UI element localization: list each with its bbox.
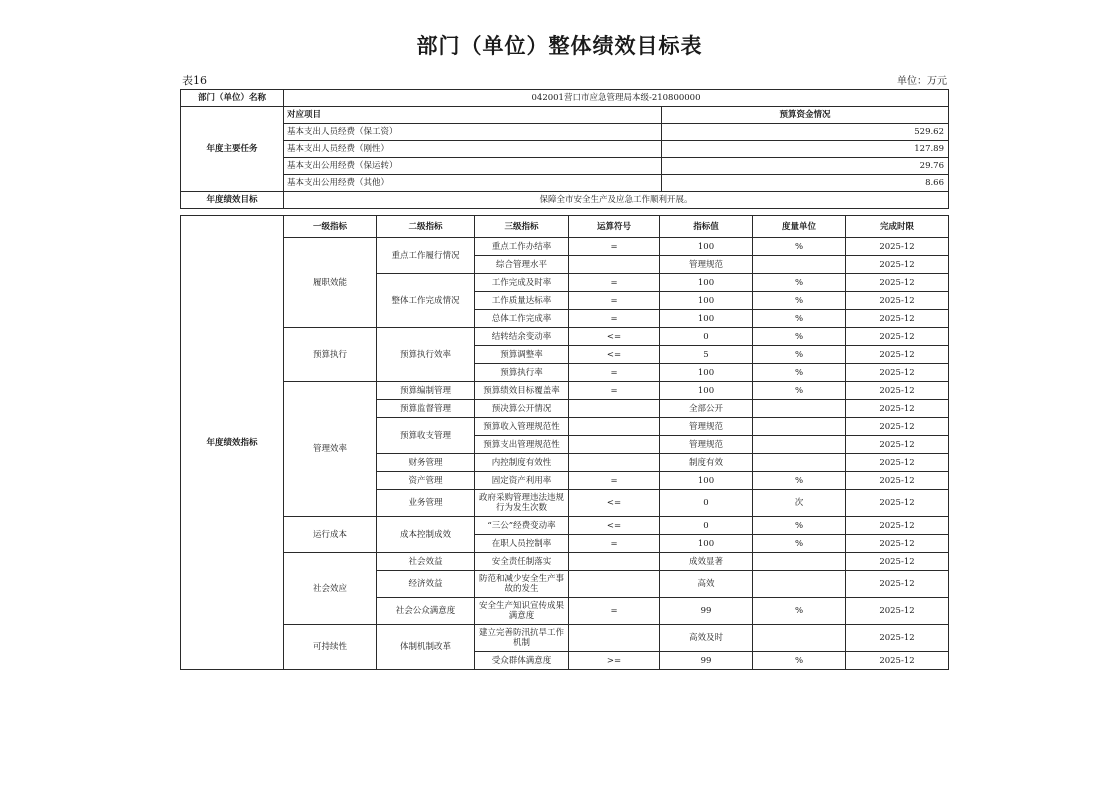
- task-row: [181, 158, 949, 175]
- goal-label: 年度绩效目标: [181, 192, 284, 209]
- header-operator: 运算符号: [569, 216, 660, 238]
- level3-indicator: 安全生产知识宣传成果满意度: [475, 598, 569, 625]
- operator-cell: <=: [569, 517, 660, 535]
- level2-indicator: 体制机制改革: [377, 625, 475, 670]
- target-value-cell: 100: [660, 274, 753, 292]
- operator-cell: <=: [569, 346, 660, 364]
- col-budget-header: 预算资金情况: [662, 107, 949, 124]
- operator-cell: [569, 454, 660, 472]
- level2-indicator: 预算执行效率: [377, 328, 475, 382]
- header-deadline: 完成时限: [846, 216, 949, 238]
- level2-indicator: 资产管理: [377, 472, 475, 490]
- task-name: 基本支出人员经费（保工资）: [284, 124, 662, 141]
- task-row: [181, 141, 949, 158]
- deadline-cell: 2025-12: [846, 472, 949, 490]
- target-value-cell: 100: [660, 535, 753, 553]
- deadline-cell: 2025-12: [846, 310, 949, 328]
- summary-table: [180, 89, 949, 209]
- unit-cell: %: [753, 238, 846, 256]
- target-value-cell: 100: [660, 382, 753, 400]
- level2-indicator: 经济效益: [377, 571, 475, 598]
- target-value-cell: 0: [660, 328, 753, 346]
- table-row: [181, 382, 949, 400]
- unit-cell: %: [753, 382, 846, 400]
- task-amount: 127.89: [662, 141, 949, 158]
- unit-cell: %: [753, 292, 846, 310]
- level3-indicator: 预算收入管理规范性: [475, 418, 569, 436]
- header-level2: 二级指标: [377, 216, 475, 238]
- dept-label: 部门（单位）名称: [181, 90, 284, 107]
- operator-cell: =: [569, 238, 660, 256]
- level3-indicator: 预决算公开情况: [475, 400, 569, 418]
- deadline-cell: 2025-12: [846, 652, 949, 670]
- level3-indicator: 内控制度有效性: [475, 454, 569, 472]
- unit-cell: [753, 571, 846, 598]
- deadline-cell: 2025-12: [846, 598, 949, 625]
- deadline-cell: 2025-12: [846, 553, 949, 571]
- header-level3: 三级指标: [475, 216, 569, 238]
- operator-cell: =: [569, 472, 660, 490]
- task-amount: 529.62: [662, 124, 949, 141]
- unit-cell: %: [753, 472, 846, 490]
- level1-indicator: 运行成本: [284, 517, 377, 553]
- operator-cell: >=: [569, 652, 660, 670]
- level2-indicator: 财务管理: [377, 454, 475, 472]
- deadline-cell: 2025-12: [846, 382, 949, 400]
- level1-indicator: 管理效率: [284, 382, 377, 517]
- deadline-cell: 2025-12: [846, 274, 949, 292]
- level3-indicator: 在职人员控制率: [475, 535, 569, 553]
- target-value-cell: 高效及时: [660, 625, 753, 652]
- level3-indicator: 总体工作完成率: [475, 310, 569, 328]
- indicator-header-row: [181, 216, 949, 238]
- level3-indicator: 固定资产利用率: [475, 472, 569, 490]
- unit-cell: %: [753, 346, 846, 364]
- target-value-cell: 全部公开: [660, 400, 753, 418]
- level3-indicator: 工作完成及时率: [475, 274, 569, 292]
- operator-cell: =: [569, 382, 660, 400]
- target-value-cell: 5: [660, 346, 753, 364]
- operator-cell: [569, 553, 660, 571]
- unit-cell: [753, 400, 846, 418]
- tasks-header-row: [181, 107, 949, 124]
- operator-cell: =: [569, 598, 660, 625]
- unit-cell: %: [753, 274, 846, 292]
- level2-indicator: 预算编制管理: [377, 382, 475, 400]
- header-target-value: 指标值: [660, 216, 753, 238]
- deadline-cell: 2025-12: [846, 571, 949, 598]
- unit-cell: [753, 256, 846, 274]
- operator-cell: [569, 418, 660, 436]
- task-name: 基本支出人员经费（刚性）: [284, 141, 662, 158]
- table-row: [181, 328, 949, 346]
- level3-indicator: 建立完善防汛抗旱工作机制: [475, 625, 569, 652]
- deadline-cell: 2025-12: [846, 535, 949, 553]
- level2-indicator: 成本控制成效: [377, 517, 475, 553]
- level1-indicator: 预算执行: [284, 328, 377, 382]
- deadline-cell: 2025-12: [846, 400, 949, 418]
- operator-cell: =: [569, 292, 660, 310]
- table-row: [181, 517, 949, 535]
- unit-cell: %: [753, 535, 846, 553]
- level3-indicator: 预算绩效目标覆盖率: [475, 382, 569, 400]
- deadline-cell: 2025-12: [846, 454, 949, 472]
- operator-cell: =: [569, 535, 660, 553]
- dept-row: [181, 90, 949, 107]
- table-row: [181, 625, 949, 652]
- task-name: 基本支出公用经费（保运转）: [284, 158, 662, 175]
- level1-indicator: 可持续性: [284, 625, 377, 670]
- target-value-cell: 制度有效: [660, 454, 753, 472]
- level2-indicator: 社会公众满意度: [377, 598, 475, 625]
- level3-indicator: “三公”经费变动率: [475, 517, 569, 535]
- operator-cell: [569, 436, 660, 454]
- unit-cell: [753, 625, 846, 652]
- operator-cell: <=: [569, 328, 660, 346]
- tasks-label: 年度主要任务: [181, 107, 284, 192]
- deadline-cell: 2025-12: [846, 256, 949, 274]
- operator-cell: [569, 400, 660, 418]
- unit-cell: %: [753, 517, 846, 535]
- level3-indicator: 政府采购管理违法违规行为发生次数: [475, 490, 569, 517]
- task-name: 基本支出公用经费（其他）: [284, 175, 662, 192]
- unit-cell: 次: [753, 490, 846, 517]
- indicator-table-body: [181, 216, 949, 670]
- target-value-cell: 100: [660, 472, 753, 490]
- target-value-cell: 99: [660, 598, 753, 625]
- operator-cell: =: [569, 274, 660, 292]
- level1-indicator: 履职效能: [284, 238, 377, 328]
- deadline-cell: 2025-12: [846, 238, 949, 256]
- operator-cell: <=: [569, 490, 660, 517]
- table-row: [181, 553, 949, 571]
- deadline-cell: 2025-12: [846, 418, 949, 436]
- operator-cell: =: [569, 364, 660, 382]
- level3-indicator: 预算支出管理规范性: [475, 436, 569, 454]
- target-value-cell: 99: [660, 652, 753, 670]
- unit-cell: [753, 454, 846, 472]
- level2-indicator: 社会效益: [377, 553, 475, 571]
- header-unit: 度量单位: [753, 216, 846, 238]
- summary-table-body: [181, 90, 949, 209]
- deadline-cell: 2025-12: [846, 490, 949, 517]
- target-value-cell: 100: [660, 364, 753, 382]
- task-row: [181, 175, 949, 192]
- task-row: [181, 124, 949, 141]
- level3-indicator: 重点工作办结率: [475, 238, 569, 256]
- level3-indicator: 受众群体满意度: [475, 652, 569, 670]
- target-value-cell: 管理规范: [660, 256, 753, 274]
- target-value-cell: 高效: [660, 571, 753, 598]
- level2-indicator: 预算收支管理: [377, 418, 475, 454]
- level2-indicator: 业务管理: [377, 490, 475, 517]
- level3-indicator: 工作质量达标率: [475, 292, 569, 310]
- deadline-cell: 2025-12: [846, 436, 949, 454]
- unit-cell: %: [753, 364, 846, 382]
- task-amount: 8.66: [662, 175, 949, 192]
- level3-indicator: 防范和减少安全生产事故的发生: [475, 571, 569, 598]
- level3-indicator: 结转结余变动率: [475, 328, 569, 346]
- level1-indicator: 社会效应: [284, 553, 377, 625]
- unit-cell: [753, 418, 846, 436]
- level3-indicator: 安全责任制落实: [475, 553, 569, 571]
- goal-value: 保障全市安全生产及应急工作顺利开展。: [284, 192, 949, 209]
- unit-cell: [753, 436, 846, 454]
- level2-indicator: 预算监督管理: [377, 400, 475, 418]
- target-value-cell: 100: [660, 292, 753, 310]
- level2-indicator: 重点工作履行情况: [377, 238, 475, 274]
- unit-cell: %: [753, 310, 846, 328]
- indicator-table: [180, 215, 949, 670]
- table-row: [181, 238, 949, 256]
- deadline-cell: 2025-12: [846, 328, 949, 346]
- indicators-label: 年度绩效指标: [181, 216, 284, 670]
- deadline-cell: 2025-12: [846, 517, 949, 535]
- target-value-cell: 管理规范: [660, 436, 753, 454]
- unit-label: 单位：万元: [897, 76, 947, 87]
- operator-cell: [569, 571, 660, 598]
- unit-cell: %: [753, 652, 846, 670]
- deadline-cell: 2025-12: [846, 346, 949, 364]
- deadline-cell: 2025-12: [846, 292, 949, 310]
- page-title: 部门（单位）整体绩效目标表: [416, 34, 703, 58]
- deadline-cell: 2025-12: [846, 364, 949, 382]
- table-number: 表16: [182, 74, 207, 87]
- level2-indicator: 整体工作完成情况: [377, 274, 475, 328]
- target-value-cell: 成效显著: [660, 553, 753, 571]
- dept-value: 042001营口市应急管理局本级-210800000: [284, 90, 949, 107]
- level3-indicator: 综合管理水平: [475, 256, 569, 274]
- operator-cell: [569, 256, 660, 274]
- operator-cell: [569, 625, 660, 652]
- deadline-cell: 2025-12: [846, 625, 949, 652]
- level3-indicator: 预算执行率: [475, 364, 569, 382]
- target-value-cell: 管理规范: [660, 418, 753, 436]
- unit-cell: %: [753, 328, 846, 346]
- target-value-cell: 100: [660, 310, 753, 328]
- level3-indicator: 预算调整率: [475, 346, 569, 364]
- unit-cell: %: [753, 598, 846, 625]
- col-project-header: 对应项目: [284, 107, 662, 124]
- task-amount: 29.76: [662, 158, 949, 175]
- goal-row: [181, 192, 949, 209]
- target-value-cell: 0: [660, 490, 753, 517]
- header-level1: 一级指标: [284, 216, 377, 238]
- target-value-cell: 100: [660, 238, 753, 256]
- unit-cell: [753, 553, 846, 571]
- target-value-cell: 0: [660, 517, 753, 535]
- operator-cell: =: [569, 310, 660, 328]
